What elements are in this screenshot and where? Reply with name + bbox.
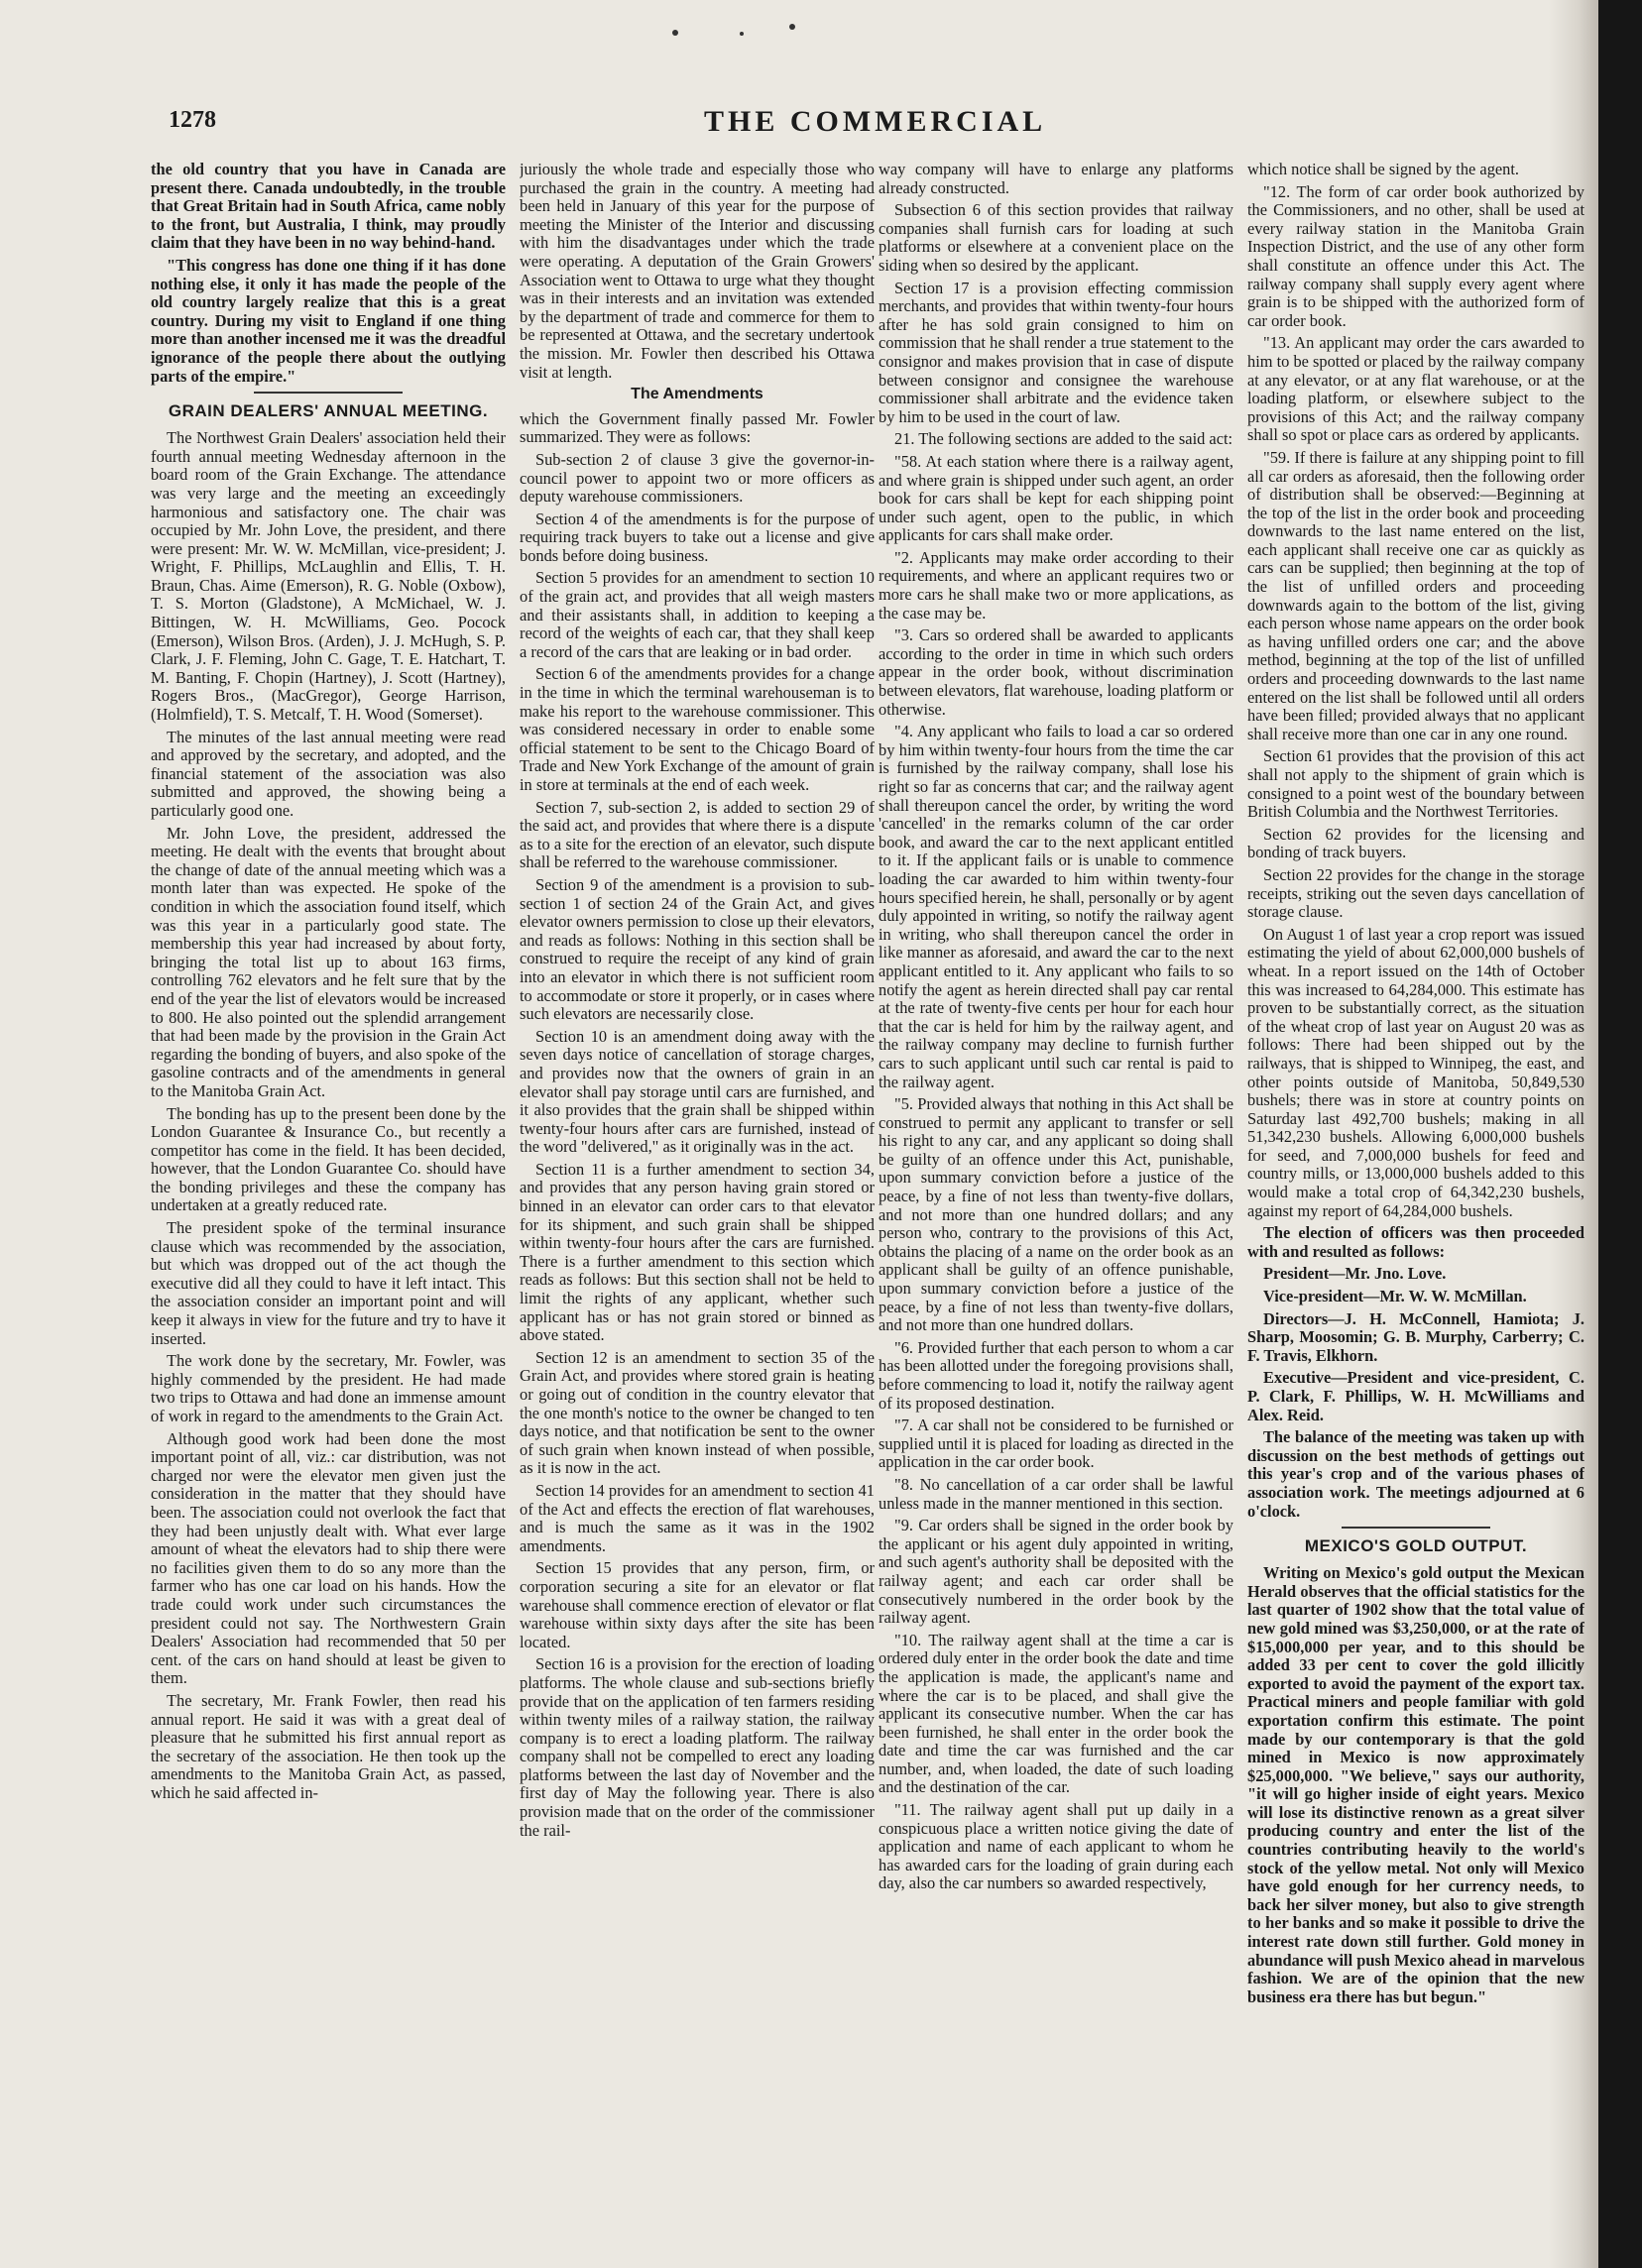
paragraph: The secretary, Mr. Frank Fowler, then read his annual report. He said it was with a great deal of pleasure that he submitted his first annual report as the secretary of the association. He then took up the amendments to the Manitoba Grain Act, as passed, which he said affected in- xyxy=(151,1690,506,1802)
column-4 xyxy=(1247,161,1584,2222)
article-heading: MEXICO'S GOLD OUTPUT. xyxy=(1304,1536,1528,1556)
paragraph: Although good work had been done the most important point of all, viz.: car distribution, was not charged nor were the elevator men given just the consideration in the matter that they should have been. The association could not overlook the fact that they had been unjustly dealt with. What ever large amount of wheat the elevators had to ship there were no facilities given them to do so any more than the farmer who has one car load on his hands. How the trade could work under such circumstances the president could not say. The Northwestern Grain Dealers' Association had recommended that 50 per cent. of the cars on hand should at least be given to them. xyxy=(151,1428,506,1688)
paragraph: The balance of the meeting was taken up with discussion on the best methods of gettings out this year's crop and of the various phases of association work. The meetings adjourned at 6 o'clock. xyxy=(1247,1427,1584,1521)
subheading: The Amendments xyxy=(631,386,763,403)
paragraph: "4. Any applicant who fails to load a car so ordered by him within twenty-four hours from the time the car is furnished by the railway company, shall lose his right so far as concerns that car; and the railway agent shall thereupon cancel the order, by writing the word 'cancelled' in the remarks column of the car order book, and award the car to the next applicant entitled to it. If the applicant fails or is unable to commence loading the car awarded to him within twenty-four hours specified herein, he shall, personally or by agent duly appointed in writing, so notify the railway agent in writing, who shall thereupon cancel the order in like manner as aforesaid, and award the car to the next applicant entitled to it. Any applicant who fails to so notify the agent as herein directed shall pay car rental at the rate of twenty-five cents per hour for each hour that the car is held for him by the railway agent, and the railway company may decline to furnish further cars to such applicant until such car rental is paid to the railway agent. xyxy=(879,722,1233,1091)
paragraph: which notice shall be signed by the agent. xyxy=(1247,161,1520,178)
paragraph: Section 61 provides that the provision of this act shall not apply to the shipment of grain which is consigned to a point west of the boundary between British Columbia and the Northwest Territories. xyxy=(1247,746,1584,822)
paragraph: Section 10 is an amendment doing away with the seven days notice of cancellation of storage charges, and provides now that the owners of grain in an elevator shall pay storage until cars are furnished, and it also provides that the grain shall be shipped within twenty-four hours after cars are furnished, instead of the word "delivered," as it originally was in the act. xyxy=(520,1026,875,1157)
paragraph: Sub-section 2 of clause 3 give the governor-in-council power to appoint two or more officers as deputy warehouse commissioners. xyxy=(520,449,875,507)
column-2 xyxy=(520,161,875,2222)
paragraph: Section 4 of the amendments is for the purpose of requiring track buyers to take out a license and give bonds before doing business. xyxy=(520,509,875,565)
column-3 xyxy=(879,161,1233,2222)
paragraph: Mr. John Love, the president, addressed the meeting. He dealt with the events that brought about the change of date of the annual meeting which was a month later than was expected. He spoke of the condition in which the association found itself, which was this year in a particularly good state. The membership this year had increased by about forty, bringing the total list up to about 163 firms, controlling 762 elevators and he felt sure that by the end of the year the list of elevators would be increased to 800. He also pointed out the splendid arrangement that had been made by the provision in the Grain Act regarding the bonding of buyers, and also spoke of the gasoline contracts and of the amendments in general to the Manitoba Grain Act. xyxy=(151,823,506,1100)
paragraph: Executive—President and vice-president, C. P. Clark, F. Phillips, W. H. McWilliams and Alex. Reid. xyxy=(1247,1368,1584,1424)
paragraph: Section 17 is a provision effecting commission merchants, and provides that within twenty-four hours after he has sold grain consigned to him on commission that he shall render a true statement to the consignor and makes provision that in case of dispute between consignor and consignee the warehouse commissioner shall arbitrate and the evidence taken by him to be used in the court of law. xyxy=(879,278,1233,426)
paragraph: "8. No cancellation of a car order shall be lawful unless made in the manner mentioned in this section. xyxy=(879,1474,1233,1513)
paragraph: The work done by the secretary, Mr. Fowler, was highly commended by the president. He had made two trips to Ottawa and had done an immense amount of work in regard to the amendments to the Grain Act. xyxy=(151,1351,506,1425)
paragraph: "3. Cars so ordered shall be awarded to applicants according to the order in time in which such orders appear in the order book, without discrimination between elevators, flat warehouse, loading platform or otherwise. xyxy=(879,625,1233,719)
paragraph: "9. Car orders shall be signed in the order book by the applicant or his agent duly appointed in writing, and such agent's authority shall be deposited with the railway agent; and each car order shall be consecutively numbered in the order book by the railway agent. xyxy=(879,1516,1233,1628)
paragraph: The bonding has up to the present been done by the London Guarantee & Insurance Co., but recently a competitor has come in the field. It has been decided, however, that the London Guarantee Co. should have the bonding privileges and these the company has undertaken at a greatly reduced rate. xyxy=(151,1103,506,1215)
paragraph: Section 12 is an amendment to section 35 of the Grain Act, and provides where stored grain is heating or going out of condition in the country elevator that the one month's notice to the owner be changed to ten days notice, and that notification be sent to the owner of such grain when known instead of when possible, as it is now in the act. xyxy=(520,1347,875,1478)
section-divider xyxy=(1342,1527,1490,1529)
paragraph: the old country that you have in Canada are present there. Canada undoubtedly, in the trouble that Great Britain had in South Africa, came nobly to the front, but Australia, I think, may proudly claim that they have been in no way behind-hand. xyxy=(151,161,506,253)
paragraph: Vice-president—Mr. W. W. McMillan. xyxy=(1263,1287,1527,1306)
paragraph: The election of officers was then proceeded with and resulted as follows: xyxy=(1247,1223,1584,1261)
paragraph: Writing on Mexico's gold output the Mexican Herald observes that the official statistics for the last quarter of 1902 show that the total value of new gold mined was $3,250,000, or at the rate of $15,000,000 per year, and to this should be added 33 per cent to cover the gold illicitly exported to avoid the payment of the export tax. Practical miners and people familiar with gold exportation confirm this estimate. The point made by our contemporary is that the gold mined in Mexico is now approximately $25,000,000. "We believe," says our authority, "it will go higher inside of eight years. Mexico will lose its distinctive renown as a great silver producing country and enter the list of the countries contributing heavily to the world's stock of the yellow metal. Not only will Mexico have gold enough for her currency needs, to back her silver money, but also to give strength to her banks and so make it possible to drive the interest rate down still further. Gold money in abundance will push Mexico ahead in marvelous fashion. We are of the opinion that the new business era there has but begun." xyxy=(1247,1563,1584,2006)
paragraph: "7. A car shall not be considered to be furnished or supplied until it is placed for loading as directed in the application in the car order book. xyxy=(879,1416,1233,1472)
paragraph: Section 14 provides for an amendment to section 41 of the Act and effects the erection of flat warehouses, and is much the same as it was in the 1902 amendments. xyxy=(520,1480,875,1555)
paragraph: "10. The railway agent shall at the time a car is ordered duly enter in the order book the date and time the application is made, the applicant's name and where the car is to be placed, and shall give the applicant its consecutive number. When the car has been furnished, he shall enter in the order book the date and time the car was furnished and the car number, and, when loaded, the date of such loading and the destination of the car. xyxy=(879,1630,1233,1797)
paragraph: Section 7, sub-section 2, is added to section 29 of the said act, and provides that where there is a dispute as to a site for the erection of an elevator, such dispute shall be referred to the warehouse commissioner. xyxy=(520,797,875,872)
adjacent-page-edge xyxy=(1598,0,1642,2268)
paragraph: "This congress has done one thing if it has done nothing else, it only it has made the people of the old country largely realize that this is a great country. During my visit to England if one thing more than another incensed me it was the dreadful ignorance of the people there about the outlying parts of the empire." xyxy=(151,255,506,386)
paragraph: "6. Provided further that each person to whom a car has been allotted under the foregoing provisions shall, before commencing to load it, notify the railway agent of its proposed destination. xyxy=(879,1337,1233,1413)
paragraph: On August 1 of last year a crop report was issued estimating the yield of about 62,000,000 bushels of wheat. In a report issued on the 14th of October this was increased to 64,284,000. This estimate has proven to be substantially correct, as the situation of the wheat crop of last year on August 20 was as follows: There had been shipped out by the railways, that is shipped to Winnipeg, the east, and other points outside of Manitoba, 50,849,530 bushels; there was in store at country points on Saturday last 492,700 bushels; making in all 51,342,230 bushels. Allowing 6,000,000 bushels for seed, and 7,000,000 bushels for feed and country mills, or 13,000,000 bushels added to this would make a total crop of 64,342,230 bushels, against my report of 64,284,000 bushels. xyxy=(1247,924,1584,1220)
paragraph: President—Mr. Jno. Love. xyxy=(1263,1264,1447,1284)
print-speck xyxy=(672,30,678,36)
paragraph: "13. An applicant may order the cars awarded to him to be spotted or placed by the railway company at any elevator, or at any flat warehouse, or at the loading platform, or elsewhere subject to the provisions of this Act; and the railway company shall so spot or place cars as ordered by applicants. xyxy=(1247,333,1584,445)
print-speck xyxy=(740,32,744,36)
paragraph: Section 62 provides for the licensing and bonding of track buyers. xyxy=(1247,824,1584,862)
paragraph: 21. The following sections are added to the said act: xyxy=(894,429,1233,449)
paragraph: "11. The railway agent shall put up daily in a conspicuous place a written notice giving the date of application and name of each applicant to whom he has awarded cars for the loading of grain during each day, also the car numbers so awarded respectively, xyxy=(879,1800,1233,1893)
paragraph: Section 9 of the amendment is a provision to sub-section 1 of section 24 of the Grain Act, and gives elevator owners permission to close up their elevators, and reads as follows: Nothing in this section shall be construed to require the receipt of any kind of grain into an elevator in which there is not sufficient room to accommodate or store it properly, or in cases where such elevators are necessarily close. xyxy=(520,874,875,1024)
paragraph: Section 16 is a provision for the erection of loading platforms. The whole clause and sub-sections briefly provide that on the application of ten farmers residing within twenty miles of a railway station, the railway company is to erect a loading platform. The railway company shall not be compelled to erect any loading platforms between the last day of November and the first day of May the following year. There is also provision made that on the order of the commissioner the rail- xyxy=(520,1654,875,1840)
page-header xyxy=(149,107,1577,147)
paragraph: Section 5 provides for an amendment to section 10 of the grain act, and provides that all weigh masters and their assistants shall, in addition to keeping a record of the weights of each car, that they shall keep a record of the cars that are leaking or in bad order. xyxy=(520,568,875,661)
paragraph: Section 11 is a further amendment to section 34, and provides that any person having grain stored or binned in an elevator can order cars to that elevator for its shipment, and such grain shall be shipped within twenty-four hours after the cars are furnished. There is a further amendment to this section which reads as follows: But this section shall not be held to limit the rights of any applicant, whether such applicant has or has not grain stored or binned as above stated. xyxy=(520,1159,875,1345)
paragraph: Section 6 of the amendments provides for a change in the time in which the terminal warehouseman is to make his report to the warehouse commissioner. This was considered necessary in order to enable some official statement to be sent to the Chicago Board of Trade and New York Exchange of the amount of grain in store at terminals at the end of each week. xyxy=(520,664,875,794)
paragraph: "59. If there is failure at any shipping point to fill all car orders as aforesaid, then the following order of distribution shall be observed:—Beginning at the top of the list in the order book and proceeding downwards to the last name entered on the list, each applicant shall receive one car as quickly as cars can be supplied; then beginning at the top of the list of unfilled orders and proceeding downwards again to the bottom of the list, giving each person whose name appears on the order book as having unfilled orders one car; and the above method, beginning at the top of the list of unfilled orders and proceeding downwards to the last name entered on the list shall be followed until all orders have been filled; provided always that no applicant shall receive more than one car in any one round. xyxy=(1247,447,1584,743)
print-speck xyxy=(789,24,795,30)
paragraph: "2. Applicants may make order according to their requirements, and where an applicant requires two or more cars he shall make two or more applications, as the case may be. xyxy=(879,547,1233,623)
paragraph: Directors—J. H. McConnell, Hamiota; J. Sharp, Moosomin; G. B. Murphy, Carberry; C. F. Travis, Elkhorn. xyxy=(1247,1308,1584,1365)
paragraph: Section 22 provides for the change in the storage receipts, striking out the seven days cancellation of storage clause. xyxy=(1247,864,1584,922)
paragraph: "5. Provided always that nothing in this Act shall be construed to permit any applicant to transfer or sell his right to any car, and any applicant so doing shall be guilty of an offence under this Act, punishable, upon summary conviction before a justice of the peace, by a fine of not less than twenty-five dollars, and not more than one hundred dollars; and any person who, contrary to the provisions of this Act, obtains the placing of a name on the order book as an applicant shall be guilty of an offence punishable, upon summary conviction before a justice of the peace, by a fine of not less than twenty-five dollars, and not more than one hundred dollars. xyxy=(879,1094,1233,1335)
article-heading: GRAIN DEALERS' ANNUAL MEETING. xyxy=(168,401,489,421)
paragraph: The president spoke of the terminal insurance clause which was recommended by the association, but which was dropped out of the act though the executive did all they could to have it left intact. This the association consider an important point and will keep it always in view for the future and try to have it inserted. xyxy=(151,1218,506,1348)
paragraph: "12. The form of car order book authorized by the Commissioners, and no other, shall be used at every railway station in the Manitoba Grain Inspection District, and the use of any other form shall constitute an offence under this Act. The railway company shall supply every agent where grain is to be shipped with the authorized form of car order book. xyxy=(1247,181,1584,330)
paragraph: way company will have to enlarge any platforms already constructed. xyxy=(879,161,1233,197)
paragraph: The minutes of the last annual meeting were read and approved by the secretary, and adopted, and the financial statement of the association was also submitted and approved, the showing being a particularly good one. xyxy=(151,727,506,820)
masthead-title: THE COMMERCIAL xyxy=(704,105,1047,138)
paragraph: "58. At each station where there is a railway agent, and where grain is shipped under such agent, an order book for cars shall be kept for each shipping point under such agent, open to the public, in which applicants for cars shall make order. xyxy=(879,451,1233,545)
paragraph: The Northwest Grain Dealers' association held their fourth annual meeting Wednesday afternoon in the board room of the Grain Exchange. The attendance was very large and the meeting an exceedingly harmonious and satisfactory one. The chair was occupied by Mr. John Love, the president, and there were present: Mr. W. W. McMillan, vice-president; J. Wright, F. Phillips, McLaughlin and Ellis, T. H. Braun, Chas. Aime (Emerson), R. G. Noble (Oxbow), T. S. Morton (Gladstone), A McMichael, W. J. Bittingen, W. H. McWilliams, Geo. Pocock (Emerson), Wilson Bros. (Arden), J. J. McHugh, S. P. Clark, J. F. Fleming, John C. Gage, T. E. Hatchart, T. M. Banting, F. Chopin (Hartney), J. Scott (Hartney), Rogers Bros., (MacGregor), George Harrison, (Holmfield), T. S. Metcalf, T. H. Wood (Somerset). xyxy=(151,428,506,725)
paragraph: Subsection 6 of this section provides that railway companies shall furnish cars for loading at such platforms or elsewhere at a convenient place on the siding when so desired by the applicant. xyxy=(879,200,1233,275)
paragraph: Section 15 provides that any person, firm, or corporation securing a site for an elevator or flat warehouse shall commence erection of elevator or flat warehouse within sixty days after the site has been located. xyxy=(520,1558,875,1651)
paragraph: which the Government finally passed Mr. Fowler summarized. They were as follows: xyxy=(520,408,875,447)
paragraph: juriously the whole trade and especially those who purchased the grain in the country. A meeting had been held in January of this year for the purpose of meeting the Minister of the Interior and discussing with him the disadvantages under which the trade were operating. A deputation of the Grain Growers' Association went to Ottawa to urge what they thought was in their interests and an invitation was extended by the department of trade and commerce for them to be represented at Ottawa, and the secretary undertook the mission. Mr. Fowler then described his Ottawa visit at length. xyxy=(520,161,875,382)
section-divider xyxy=(254,392,403,394)
page-number: 1278 xyxy=(169,107,216,133)
column-1 xyxy=(151,161,506,2222)
